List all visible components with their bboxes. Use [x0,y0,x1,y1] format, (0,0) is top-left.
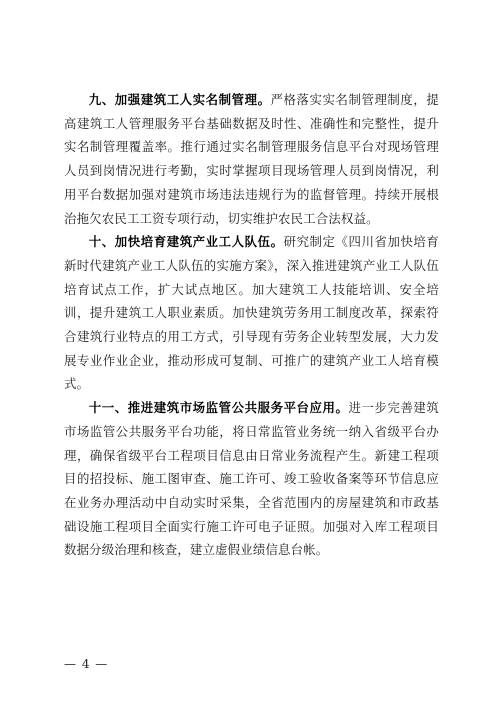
document-body [64,88,439,562]
paragraph-ten [64,230,439,396]
paragraph-nine [64,88,439,230]
paragraph-nine-heading: 九、加强建筑工人实名制管理。 [88,92,271,107]
paragraph-nine-text: 严格落实实名制管理制度，提高建筑工人管理服务平台基础数据及时性、准确性和完整性，提升实名制管理覆盖率。推行通过实名制管理服务信息平台对现场管理人员到岗情况进行考勤，实时掌握项目现场管理人员到岗情况，利用平台数据加强对建筑市场违法违规行为的监督管理。持续开展根治拖欠农民工工资专项行动，切实维护农民工合法权益。 [64,92,439,226]
page-number: — 4 — [64,657,109,671]
paragraph-eleven-heading: 十一、推进建筑市场监管公共服务平台应用。 [88,400,349,416]
paragraph-eleven-text: 进一步完善建筑市场监管公共服务平台功能，将日常监管业务统一纳入省级平台办理，确保省级平台工程项目信息由日常业务流程产生。新建工程项目的招投标、施工图审查、施工许可、竣工验收备案等环节信息应在业务办理活动中自动实时采集，全省范围内的房屋建筑和市政基础设施工程项目全面实行施工许可电子证照。加强对入库工程项目数据分级治理和核查，建立虚假业绩信息台帐。 [64,400,439,558]
paragraph-ten-text: 研究制定《四川省加快培育新时代建筑产业工人队伍的实施方案》，深入推进建筑产业工人队伍培育试点工作，扩大试点地区。加大建筑工人技能培训、安全培训，提升建筑工人职业素质。加快建筑劳务用工制度改革，探索符合建筑行业特点的用工方式，引导现有劳务企业转型发展，大力发展专业作业企业，推动形成可复制、可推广的建筑产业工人培育模式。 [64,234,440,392]
paragraph-eleven [64,396,439,562]
paragraph-ten-heading: 十、加快培育建筑产业工人队伍。 [88,234,284,250]
